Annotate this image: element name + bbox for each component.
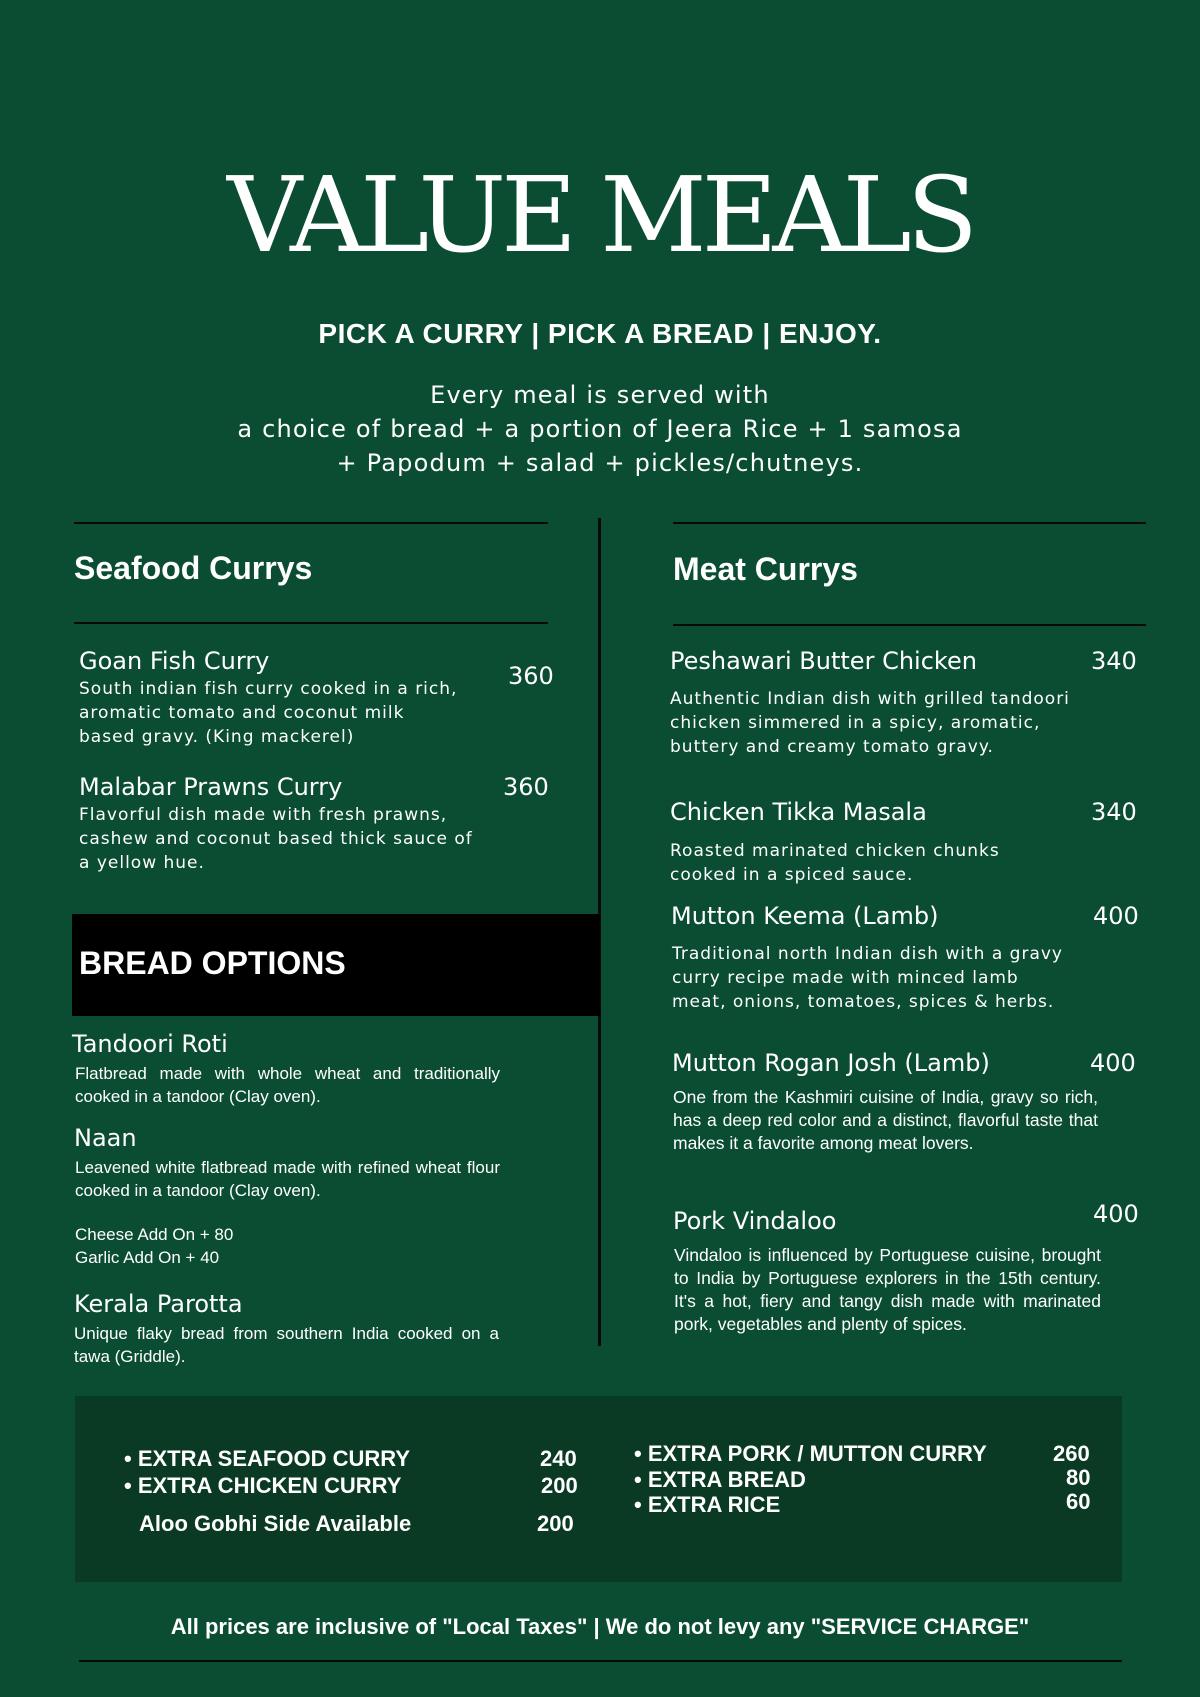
bread-options-title: BREAD OPTIONS: [79, 945, 346, 981]
meat-item-price: 340: [1091, 798, 1137, 826]
meat-item-price: 400: [1093, 902, 1139, 930]
bread-item-name: Naan: [74, 1124, 137, 1152]
intro-line: a choice of bread + a portion of Jeera Rice + 1 samosa: [237, 415, 963, 443]
meat-item-description: Traditional north Indian dish with a gravy curry recipe made with minced lamb meat, onions, tomatoes, spices & herbs.: [672, 944, 1063, 1012]
seafood-item-name: Malabar Prawns Curry: [79, 773, 343, 801]
extra-item-price: 240: [540, 1446, 577, 1471]
seafood-section-title: Seafood Currys: [74, 550, 313, 586]
intro-line: + Papodum + salad + pickles/chutneys.: [336, 449, 864, 477]
bread-item-description: Unique flaky bread from southern India cooked on a tawa (Griddle).: [74, 1324, 499, 1366]
intro-line: Every meal is served with: [430, 381, 770, 409]
seafood-item-name: Goan Fish Curry: [79, 647, 270, 675]
divider: [74, 622, 548, 624]
meat-item-description: One from the Kashmiri cuisine of India, gravy so rich, has a deep red color and a distinct, flavorful taste that makes it a favorite among meat lovers.: [673, 1087, 1098, 1153]
divider: [673, 624, 1146, 626]
extra-item-price: 260: [1053, 1441, 1090, 1466]
bread-item-name: Tandoori Roti: [72, 1030, 228, 1058]
meat-item-description: Vindaloo is influenced by Portuguese cuisine, brought to India by Portuguese explorers in the 15th century. It's a hot, fiery and tangy dish made with marinated pork, vegetables and plenty of spices.: [674, 1245, 1101, 1334]
meat-item-name: Chicken Tikka Masala: [670, 798, 927, 826]
bread-item-description: Flatbread made with whole wheat and traditionally cooked in a tandoor (Clay oven).: [75, 1064, 500, 1106]
meat-item-name: Peshawari Butter Chicken: [670, 647, 977, 675]
menu-tagline: PICK A CURRY | PICK A BREAD | ENJOY.: [318, 318, 882, 349]
side-dish-label: Aloo Gobhi Side Available: [139, 1511, 412, 1536]
meat-item-price: 400: [1090, 1049, 1136, 1077]
meat-item-name: Mutton Keema (Lamb): [671, 902, 939, 930]
price-disclaimer: All prices are inclusive of "Local Taxes" | We do not levy any "SERVICE CHARGE": [170, 1614, 1030, 1639]
extra-item-label: • EXTRA SEAFOOD CURRY: [124, 1446, 410, 1471]
seafood-item-description: South indian fish curry cooked in a rich, aromatic tomato and coconut milk based gravy. (King mackerel): [79, 679, 458, 747]
meat-item-price: 400: [1093, 1200, 1139, 1228]
seafood-item-price: 360: [503, 773, 549, 801]
bread-item-name: Kerala Parotta: [74, 1290, 243, 1318]
meat-section-title: Meat Currys: [673, 551, 858, 587]
extra-item-price: 60: [1066, 1489, 1091, 1514]
meat-item-price: 340: [1091, 647, 1137, 675]
meat-item-description: Authentic Indian dish with grilled tandoori chicken simmered in a spicy, aromatic, buttery and creamy tomato gravy.: [670, 689, 1070, 757]
seafood-item-description: Flavorful dish made with fresh prawns, cashew and coconut based thick sauce of a yellow hue.: [79, 805, 473, 873]
menu-title: VALUE MEALS: [227, 154, 973, 276]
seafood-item-price: 360: [508, 662, 554, 690]
extra-item-label: • EXTRA RICE: [634, 1492, 781, 1517]
meat-item-name: Mutton Rogan Josh (Lamb): [672, 1049, 990, 1077]
extra-item-label: • EXTRA BREAD: [634, 1467, 806, 1492]
meat-item-name: Pork Vindaloo: [673, 1207, 837, 1235]
extra-item-label: • EXTRA PORK / MUTTON CURRY: [634, 1441, 987, 1466]
bread-item-description: Leavened white flatbread made with refined wheat flour cooked in a tandoor (Clay oven).: [75, 1158, 500, 1200]
extra-item-price: 80: [1066, 1465, 1091, 1490]
meal-inclusions: [0, 378, 1200, 480]
bread-addon: Garlic Add On + 40: [75, 1248, 220, 1267]
extra-item-label: • EXTRA CHICKEN CURRY: [124, 1473, 402, 1498]
divider: [673, 522, 1146, 524]
side-dish-price: 200: [537, 1511, 574, 1536]
bread-addon: Cheese Add On + 80: [75, 1225, 234, 1244]
divider: [74, 522, 548, 524]
footer-divider: [79, 1660, 1122, 1662]
meat-item-description: Roasted marinated chicken chunks cooked in a spiced sauce.: [670, 841, 1000, 885]
extra-item-price: 200: [541, 1473, 578, 1498]
